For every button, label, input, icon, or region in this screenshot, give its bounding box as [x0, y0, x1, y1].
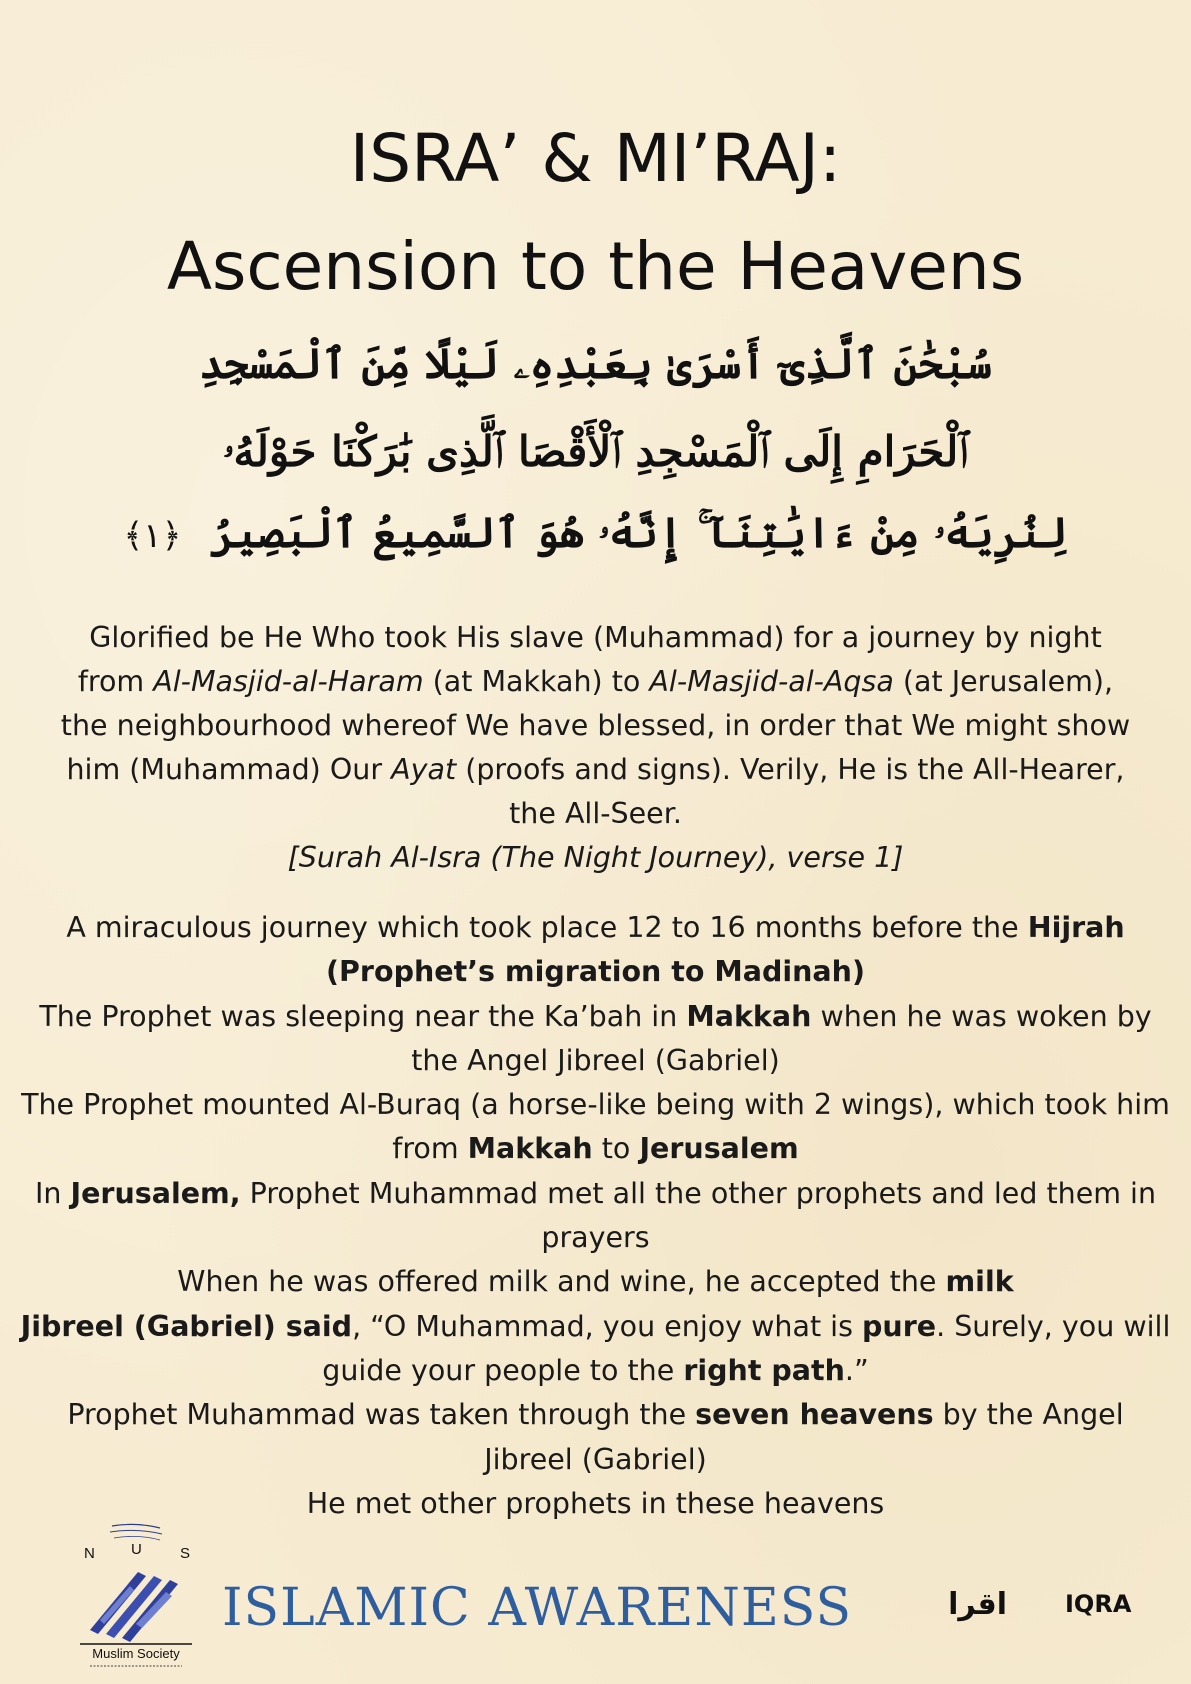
fact-text: Prophet Muhammad was taken through the	[67, 1398, 696, 1432]
islamic-awareness-footer-title: ISLAMIC AWARENESS	[222, 1578, 853, 1638]
fact-item	[20, 1305, 1171, 1394]
fact-item	[20, 1083, 1171, 1172]
translation-text	[60, 616, 1131, 836]
translation-part: (at Makkah) to	[423, 665, 650, 698]
iqra-arabic-text: اقرا	[948, 1587, 1007, 1622]
nus-letter-s: S	[180, 1545, 191, 1562]
translation-part: (proofs and signs). Verily, He is the All-Hearer, the All-Seer.	[456, 753, 1125, 830]
arabic-verse-line-1: سُبْحَٰنَ ٱلَّذِىٓ أَسْرَىٰ بِعَبْدِهِۦ لَيْلًا مِّنَ ٱلْمَسْجِدِ	[199, 339, 992, 388]
fact-text: Prophet Muhammad met all the other prophets and led them in prayers	[240, 1176, 1157, 1255]
translation-part: Glorified be He Who took His slave (Muhammad) for a journey by night from	[77, 621, 1102, 698]
fact-item	[20, 995, 1171, 1084]
fact-emphasis: Jibreel (Gabriel) said	[20, 1309, 353, 1343]
facts-list	[20, 906, 1171, 1526]
arabic-verse-line-2: ٱلْحَرَامِ إِلَى ٱلْمَسْجِدِ ٱلْأَقْصَا ٱلَّذِى بَٰرَكْنَا حَوْلَهُۥ	[223, 427, 968, 476]
fact-emphasis: pure	[862, 1309, 937, 1343]
fact-text: A miraculous journey which took place 12 to 16 months before the	[66, 911, 1028, 944]
fact-emphasis: Makkah	[467, 1132, 593, 1166]
arabic-verse-line-3	[0, 508, 1191, 557]
iqra-latin-text: IQRA	[1065, 1590, 1132, 1618]
nus-society-name: Muslim Society	[92, 1646, 180, 1661]
verse-number-marker: ﴿١﴾	[123, 516, 182, 556]
logo-tagline-scribble	[110, 1524, 162, 1540]
term-ayat: Ayat	[391, 753, 457, 786]
page-title-line-1: ISRA’ & MI’RAJ:	[349, 120, 842, 197]
fact-text: When he was offered milk and wine, he accepted the	[177, 1265, 946, 1299]
arabic-verse-line-3-text: لِنُرِيَهُۥ مِنْ ءَايَٰتِنَآ ۚ إِنَّهُۥ هُوَ ٱلسَّمِيعُ ٱلْبَصِيرُ	[210, 508, 1068, 557]
fact-text: when he was woken by the Angel Jibreel (Gabriel)	[411, 999, 1152, 1077]
fact-emphasis: Jerusalem	[639, 1132, 799, 1166]
fact-text: , “O Muhammad, you enjoy what is	[352, 1309, 863, 1343]
fact-text: The Prophet was sleeping near the Ka’bah in	[39, 999, 687, 1033]
place-name-masjid-al-aqsa: Al-Masjid-al-Aqsa	[649, 665, 894, 698]
verse-reference: [Surah Al-Isra (The Night Journey), verse 1]	[287, 841, 904, 874]
fact-text: He met other prophets in these heavens	[306, 1486, 885, 1520]
fact-emphasis: Hijrah (Prophet’s migration to Madinah)	[326, 911, 1125, 989]
translation-part: (at Jerusalem), the neighbourhood whereof We have blessed, in order that We might show him (Muhammad) Our	[60, 665, 1131, 786]
fact-emphasis: right path	[683, 1353, 845, 1387]
nus-letter-u: U	[131, 1541, 142, 1558]
fact-text: by the Angel Jibreel (Gabriel)	[484, 1398, 1124, 1476]
iqra-logo	[948, 1580, 1132, 1624]
fact-text: to	[592, 1132, 640, 1166]
fact-text: In	[34, 1176, 71, 1210]
fact-emphasis: milk	[945, 1265, 1014, 1299]
fact-text: . Surely, you will guide your people to the	[322, 1309, 1171, 1387]
fact-item	[20, 1260, 1171, 1304]
fact-text: .”	[844, 1353, 869, 1387]
fact-text: The Prophet mounted Al-Buraq (a horse-like being with 2 wings), which took him from	[21, 1088, 1170, 1166]
fact-item	[20, 1172, 1171, 1261]
nus-muslim-society-logo	[76, 1520, 202, 1670]
fact-emphasis: Makkah	[686, 999, 812, 1033]
verse-translation	[60, 616, 1131, 880]
nus-stripes-mark	[90, 1572, 178, 1642]
fact-item	[20, 1393, 1171, 1482]
page-title-line-2: Ascension to the Heavens	[166, 228, 1025, 305]
fact-emphasis: Jerusalem,	[70, 1176, 241, 1210]
nus-letter-n: N	[84, 1545, 95, 1562]
fact-item	[20, 906, 1171, 995]
place-name-masjid-al-haram: Al-Masjid-al-Haram	[153, 665, 424, 698]
fact-emphasis: seven heavens	[695, 1398, 934, 1432]
